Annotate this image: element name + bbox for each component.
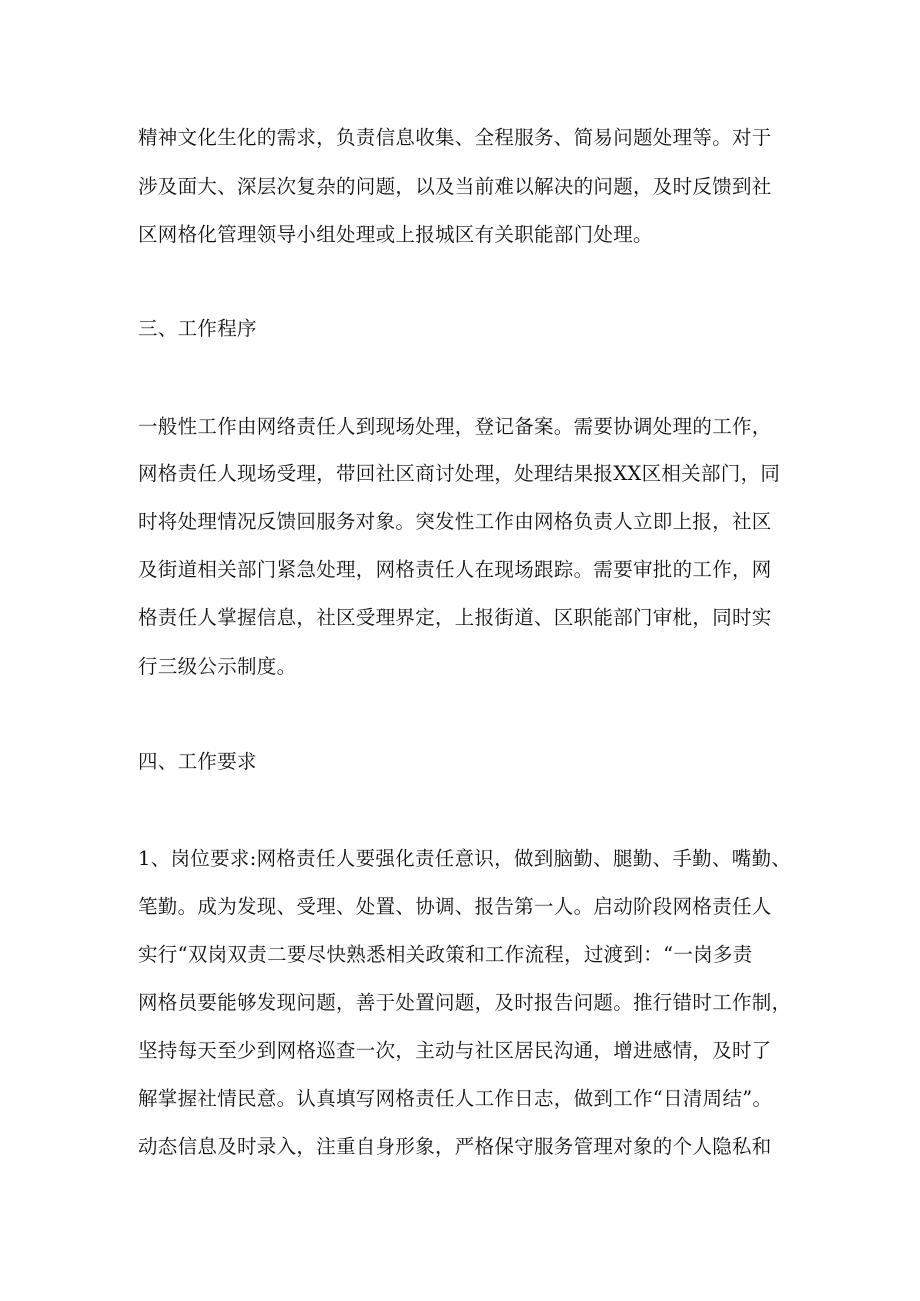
section-heading: 四、工作要求 bbox=[138, 750, 257, 773]
paragraph-line: 区网格化管理领导小组处理或上报城区有关职能部门处理。 bbox=[138, 223, 653, 246]
paragraph-line: 行三级公示制度。 bbox=[138, 655, 297, 678]
paragraph-line: 时将处理情况反馈回服务对象。突发性工作由网格负责人立即上报，社区 bbox=[138, 510, 772, 533]
paragraph-line: 及街道相关部门紧急处理，网格责任人在现场跟踪。需要审批的工作，网 bbox=[138, 558, 772, 581]
paragraph-line: 网格员要能够发现问题，善于处置问题，及时报告问题。推行错时工作制， bbox=[138, 991, 792, 1014]
section-heading: 三、工作程序 bbox=[138, 317, 257, 340]
paragraph-line: 网格责任人现场受理，带回社区商讨处理，处理结果报XX区相关部门，同 bbox=[138, 462, 781, 485]
paragraph-line: 动态信息及时录入，注重自身形象，严格保守服务管理对象的个人隐私和 bbox=[138, 1135, 772, 1158]
paragraph-line: 实行“双岗双责二要尽快熟悉相关政策和工作流程，过渡到：“一岗多责 bbox=[138, 943, 753, 966]
paragraph-line: 1、岗位要求:网格责任人要强化责任意识，做到脑勤、腿勤、手勤、嘴勤、 bbox=[138, 847, 792, 870]
paragraph-line: 涉及面大、深层次复杂的问题，以及当前难以解决的问题，及时反馈到社 bbox=[138, 175, 772, 198]
paragraph-line: 一般性工作由网络责任人到现场处理，登记备案。需要协调处理的工作， bbox=[138, 415, 772, 438]
paragraph-line: 笔勤。成为发现、受理、处置、协调、报告第一人。启动阶段网格责任人 bbox=[138, 895, 772, 918]
paragraph-line: 格责任人掌握信息，社区受理界定，上报街道、区职能部门审枇，同时实 bbox=[138, 606, 772, 629]
paragraph-line: 解掌握社情民意。认真填写网格责任人工作日志，做到工作“日清周结”。 bbox=[138, 1087, 773, 1110]
paragraph-line: 坚持每天至少到网格巡查一次，主动与社区居民沟通，增进感情，及时了 bbox=[138, 1039, 772, 1062]
paragraph-line: 精神文化生化的需求，负责信息收集、全程服务、简易问题处理等。对于 bbox=[138, 126, 772, 149]
